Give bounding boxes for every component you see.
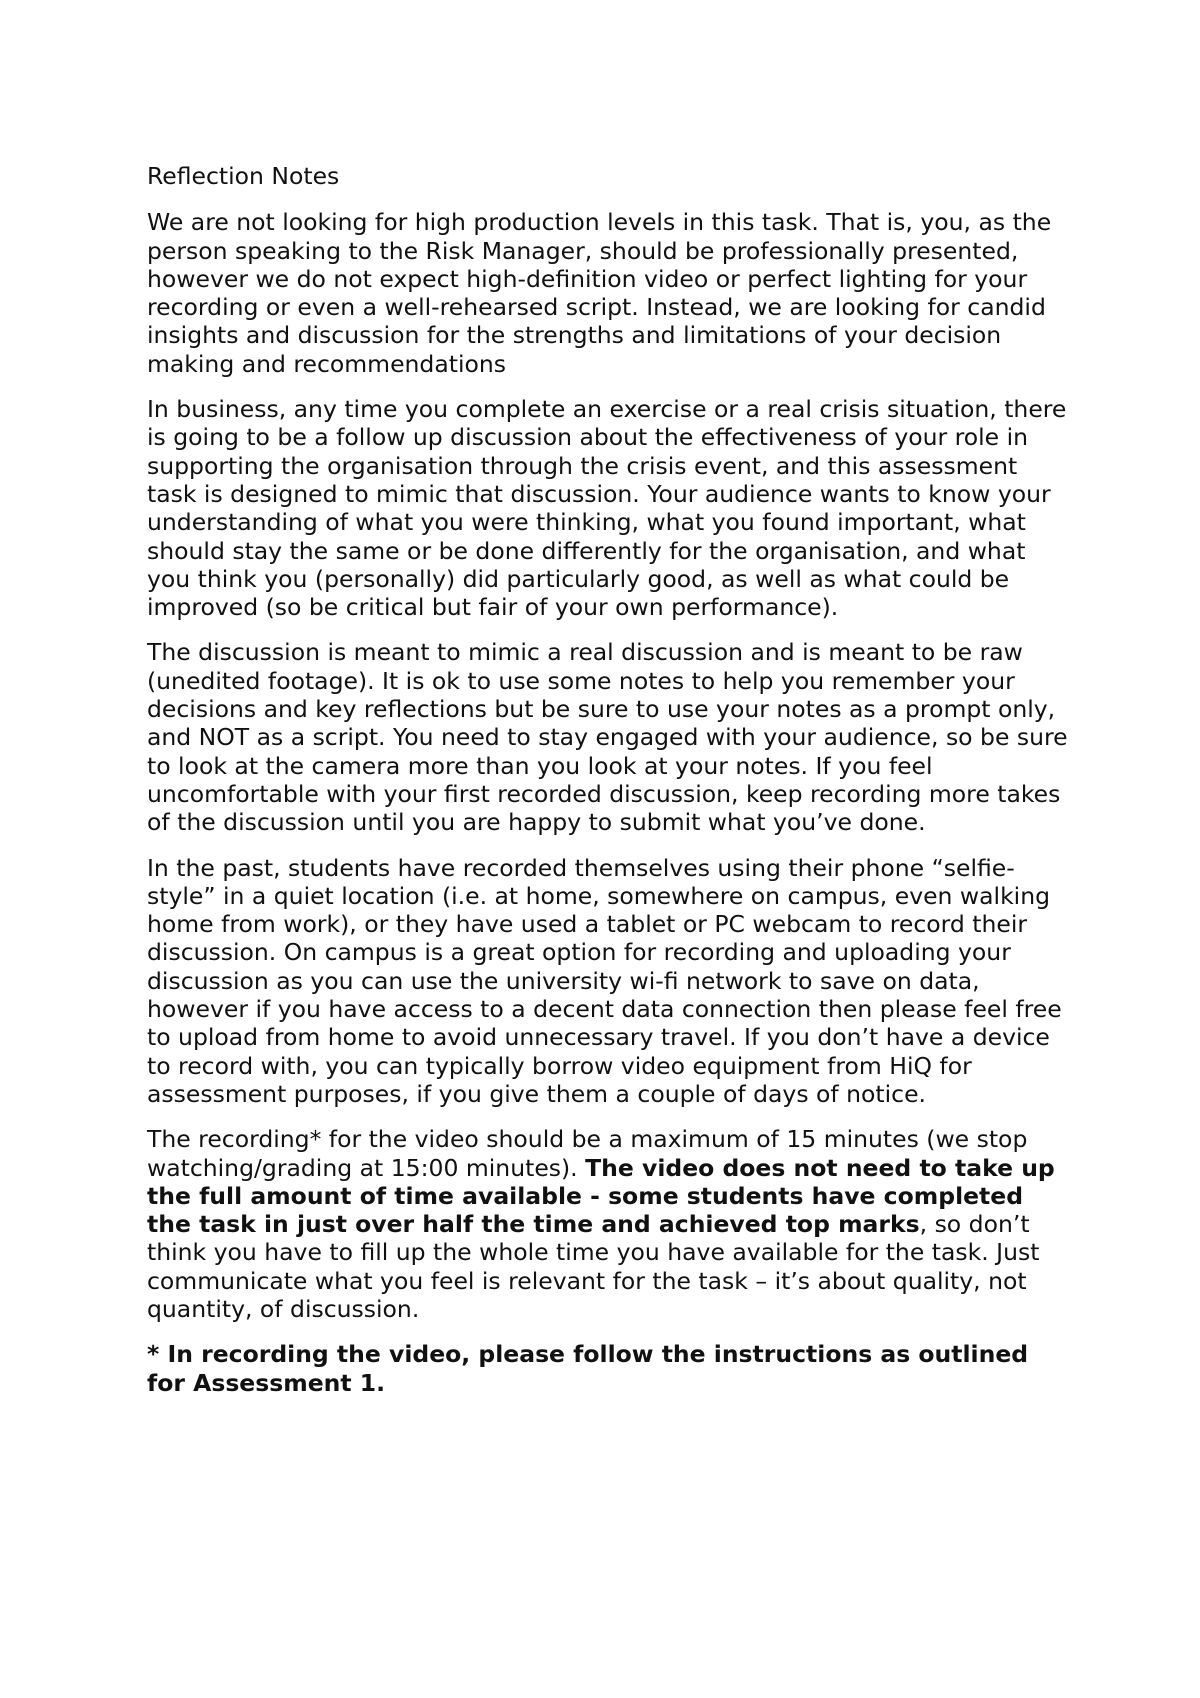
- paragraph-recording-length: [147, 1125, 1072, 1323]
- recording-length-text: The recording* for the video should be a maximum of 15 minutes (we stop watching/grading at 15:00 minutes).: [147, 1125, 1028, 1182]
- document-title: Reflection Notes: [147, 162, 340, 190]
- paragraph-raw-discussion: The discussion is meant to mimic a real discussion and is meant to be raw (unedited footage). It is ok to use some notes to help you remember your decisions and key reflections but be sure to use your notes as a prompt only, and NOT as a script. You need to stay engaged with your audience, so be sure to look at the camera more than you look at your notes. If you feel uncomfortable with your first recorded discussion, keep recording more takes of the discussion until you are happy to submit what you’ve done.: [147, 638, 1068, 837]
- paragraph-business-discussion: In business, any time you complete an exercise or a real crisis situation, there is going to be a follow up discussion about the effectiveness of your role in supporting the organisation through the crisis event, and this assessment task is designed to mimic that discussion. Your audience wants to know your understanding of what you were thinking, what you found important, what should stay the same or be done differently for the organisation, and what you think you (personally) did particularly good, as well as what could be improved (so be critical but fair of your own performance).: [147, 395, 1067, 622]
- recording-length-text-end: , so don’t think you have to fill up the whole time you have available for the task. Just communicate what you feel is relevant for the task – it’s about quality, not quantity, of discussion.: [147, 1210, 1040, 1323]
- assessment-footnote: * In recording the video, please follow the instructions as outlined for Assessment 1.: [147, 1340, 1029, 1397]
- paragraph-recording-methods: In the past, students have recorded themselves using their phone “selfie-style” in a quiet location (i.e. at home, somewhere on campus, even walking home from work), or they have used a tablet or PC webcam to record their discussion. On campus is a great option for recording and uploading your discussion as you can use the university wi-fi network to save on data, however if you have access to a decent data connection then please feel free to upload from home to avoid unnecessary travel. If you don’t have a device to record with, you can typically borrow video equipment from HiQ for assessment purposes, if you give them a couple of days of notice.: [147, 853, 1062, 1108]
- recording-length-emphasis: The video does not need to take up the full amount of time available - some students have completed the task in just over half the time and achieved top marks: [147, 1153, 1055, 1239]
- paragraph-production-levels: We are not looking for high production levels in this task. That is, you, as the person speaking to the Risk Manager, should be professionally presented, however we do not expect high-definition video or perfect lighting for your recording or even a well-rehearsed script. Instead, we are looking for candid insights and discussion for the strengths and limitations of your decision making and recommendations: [147, 208, 1052, 378]
- document-body: [147, 162, 1072, 1414]
